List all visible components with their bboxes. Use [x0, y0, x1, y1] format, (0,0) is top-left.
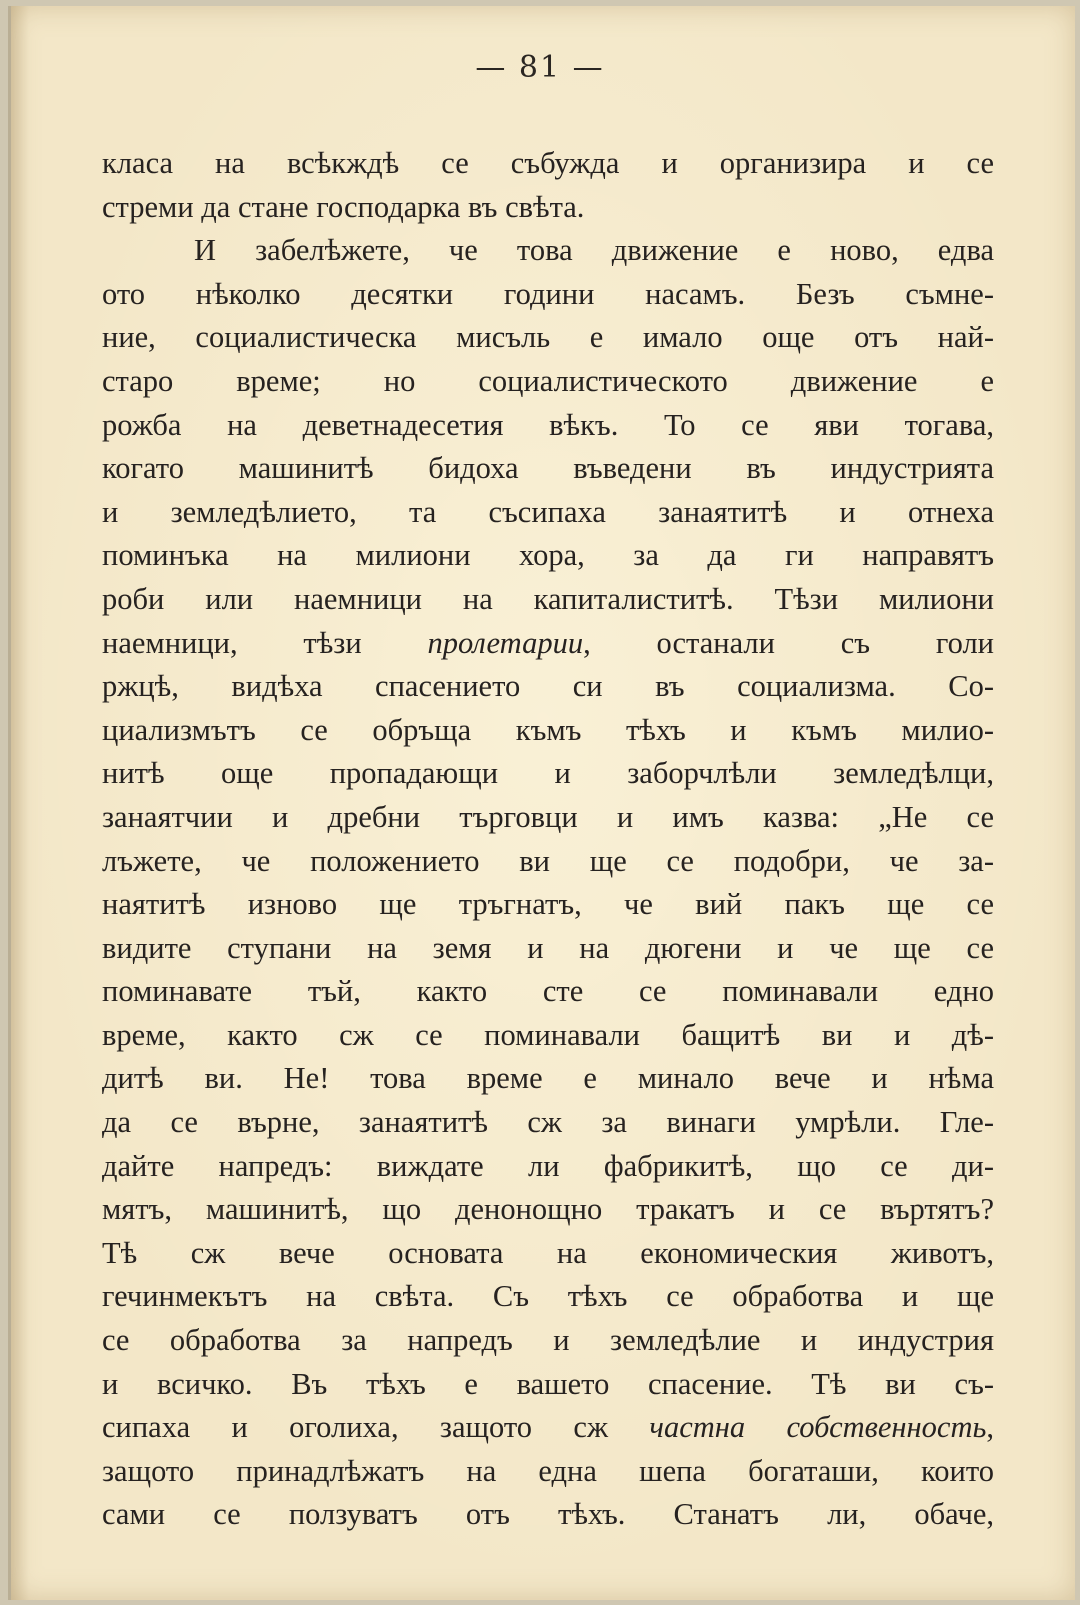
- text-line: да се върне, занаятитѣ сж за винаги умрѣли. Гле-: [102, 1105, 994, 1140]
- text-line: и земледѣлието, та съсипаха занаятитѣ и отнеха: [102, 494, 994, 529]
- text-line: сипаха и оголиха, защото сж частна собственность,: [102, 1410, 994, 1445]
- text-line: класа на всѣкждѣ се събужда и организира и се: [102, 146, 994, 180]
- body-text: [102, 142, 994, 1537]
- text-line: роби или наемници на капиталиститѣ. Тѣзи милиони: [102, 581, 994, 616]
- text-line: поминавате тъй, както сте се поминавали едно: [102, 974, 994, 1009]
- text-line: мятъ, машинитѣ, що денонощно тракатъ и се въртятъ?: [102, 1192, 994, 1227]
- text-line: лъжете, че положението ви ще се подобри, че за-: [102, 843, 994, 878]
- text-line: нитѣ още пропадающи и заборчлѣли земледѣлци,: [102, 756, 994, 791]
- text-line: наемници, тѣзи пролетарии, останали съ голи: [102, 625, 994, 660]
- text-line: стреми да стане господарка въ свѣта.: [102, 189, 585, 224]
- text-line: дайте напредъ: виждате ли фабрикитѣ, що се ди-: [102, 1148, 994, 1183]
- text-line: наятитѣ изново ще тръгнатъ, че вий пакъ ще се: [102, 887, 994, 922]
- text-line: Тѣ сж вече основата на економическия животъ,: [102, 1235, 994, 1270]
- italic-emphasis: пролетарии: [427, 625, 584, 660]
- text-line: занаятчии и дребни търговци и имъ казва: „Не се: [102, 799, 994, 834]
- text-line: и всичко. Въ тѣхъ е вашето спасение. Тѣ ви съ-: [102, 1366, 994, 1401]
- text-line: време, както сж се поминавали бащитѣ ви и дѣ-: [102, 1017, 994, 1052]
- text-line: сами се ползуватъ отъ тѣхъ. Станатъ ли, обаче,: [102, 1497, 994, 1532]
- text-line: старо време; но социалистическото движение е: [102, 363, 994, 398]
- text-line: видите ступани на земя и на дюгени и че ще се: [102, 930, 994, 965]
- text-line: дитѣ ви. Не! това време е минало вече и нѣма: [102, 1061, 994, 1096]
- text-line: гечинмекътъ на свѣта. Съ тѣхъ се обработва и ще: [102, 1279, 994, 1314]
- text-line: когато машинитѣ бидоха въведени въ индустрията: [102, 451, 994, 486]
- italic-emphasis: частна собственность: [649, 1410, 987, 1445]
- page-number: — 81 —: [475, 50, 605, 85]
- text-line: циализмътъ се обръща къмъ тѣхъ и къмъ милио-: [102, 712, 994, 747]
- text-line: защото принадлѣжатъ на една шепа богаташи, които: [102, 1453, 994, 1488]
- text-line: рожба на деветнадесетия вѣкъ. То се яви тогава,: [102, 407, 994, 442]
- text-line: ото нѣколко десятки години насамъ. Безъ съмне-: [102, 276, 994, 311]
- text-line: ржцѣ, видѣха спасението си въ социализма. Со-: [102, 669, 994, 704]
- text-line: поминъка на милиони хора, за да ги направятъ: [102, 538, 994, 573]
- text-line: ние, социалистическа мисъль е имало още отъ най-: [102, 320, 994, 355]
- text-line: И забелѣжете, че това движение е ново, едва: [194, 233, 994, 268]
- text-line: се обработва за напредъ и земледѣлие и индустрия: [102, 1323, 994, 1358]
